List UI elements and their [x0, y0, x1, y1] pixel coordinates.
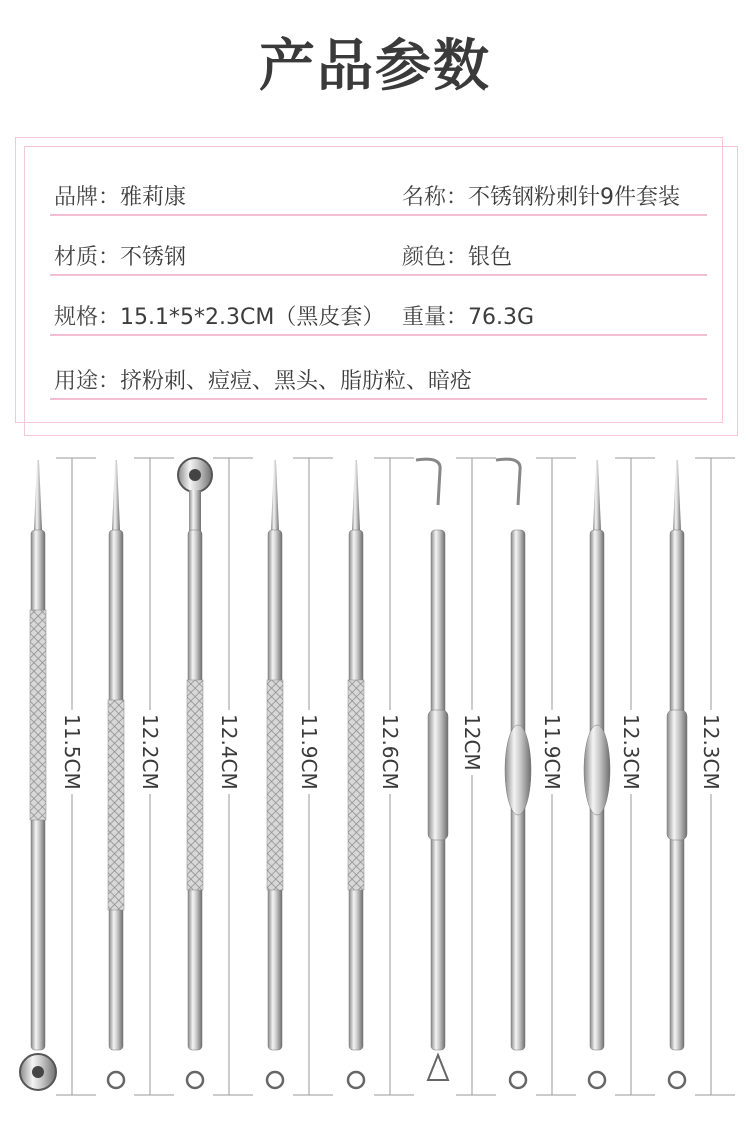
material-label: 材质： [54, 245, 121, 270]
name-label: 名称： [402, 185, 469, 210]
length-label: 12.6CM [378, 710, 402, 794]
knurled-grip [267, 680, 283, 890]
length-label: 12CM [460, 710, 484, 775]
knurled-grip [348, 680, 364, 890]
spec-color [402, 240, 512, 271]
color-label: 颜色： [402, 245, 469, 270]
spec-row-material-color [50, 234, 707, 276]
spec-brand [54, 180, 186, 211]
ring-end [669, 1072, 685, 1088]
brand-label: 品牌： [54, 185, 121, 210]
needle-tip [673, 460, 681, 530]
length-label: 12.4CM [217, 710, 241, 794]
length-label: 11.5CM [60, 710, 84, 794]
oval-grip [584, 725, 610, 815]
ring-end [108, 1072, 124, 1088]
material-value: 不锈钢 [120, 245, 187, 270]
needle-tip [352, 460, 360, 530]
spec-name [402, 180, 680, 211]
needle-tip [112, 460, 120, 530]
tool-6 [416, 458, 496, 1095]
length-label: 11.9CM [297, 710, 321, 794]
hook-tip [496, 459, 520, 505]
length-label: 12.3CM [699, 710, 723, 794]
use-value: 挤粉刺、痘痘、黑头、脂肪粒、暗疮 [120, 369, 473, 394]
spec-material [54, 240, 186, 271]
hook-tip [416, 459, 440, 505]
tool-set [0, 450, 750, 1100]
spec-size [54, 300, 384, 331]
weight-value: 76.3G [468, 305, 535, 330]
spec-row-use [50, 358, 707, 400]
spec-use [54, 364, 472, 395]
length-label: 11.9CM [540, 710, 564, 794]
knurled-grip [108, 700, 124, 910]
tool-1 [20, 458, 96, 1095]
needle-tip [34, 460, 42, 530]
triangle-end [428, 1055, 448, 1080]
spec-row-brand-name [50, 174, 707, 216]
length-label: 12.3CM [619, 710, 643, 794]
ring-end [267, 1072, 283, 1088]
size-label: 规格： [54, 305, 121, 330]
page-title: 产品参数 [259, 34, 491, 99]
tool-7 [496, 458, 576, 1095]
needle-tip [593, 460, 601, 530]
ring-end [510, 1072, 526, 1088]
knurled-grip [187, 680, 203, 890]
loop-end-hole [32, 1066, 44, 1078]
size-value: 15.1*5*2.3CM（黑皮套） [120, 305, 385, 330]
oval-grip [505, 725, 531, 815]
ring-end [589, 1072, 605, 1088]
tool-3 [178, 458, 253, 1095]
name-value: 不锈钢粉刺针9件套装 [468, 185, 681, 210]
ring-end [348, 1072, 364, 1088]
color-value: 银色 [468, 245, 513, 270]
spec-row-size-weight [50, 294, 707, 336]
brand-value: 雅莉康 [120, 185, 187, 210]
knurled-grip [30, 610, 46, 820]
flat-grip [667, 710, 687, 840]
needle-tip [271, 460, 279, 530]
weight-label: 重量： [402, 305, 469, 330]
flat-grip [428, 710, 448, 840]
loop-hole [189, 469, 201, 481]
spec-weight [402, 300, 534, 331]
ring-end [187, 1072, 203, 1088]
use-label: 用途： [54, 369, 121, 394]
length-label: 12.2CM [138, 710, 162, 794]
